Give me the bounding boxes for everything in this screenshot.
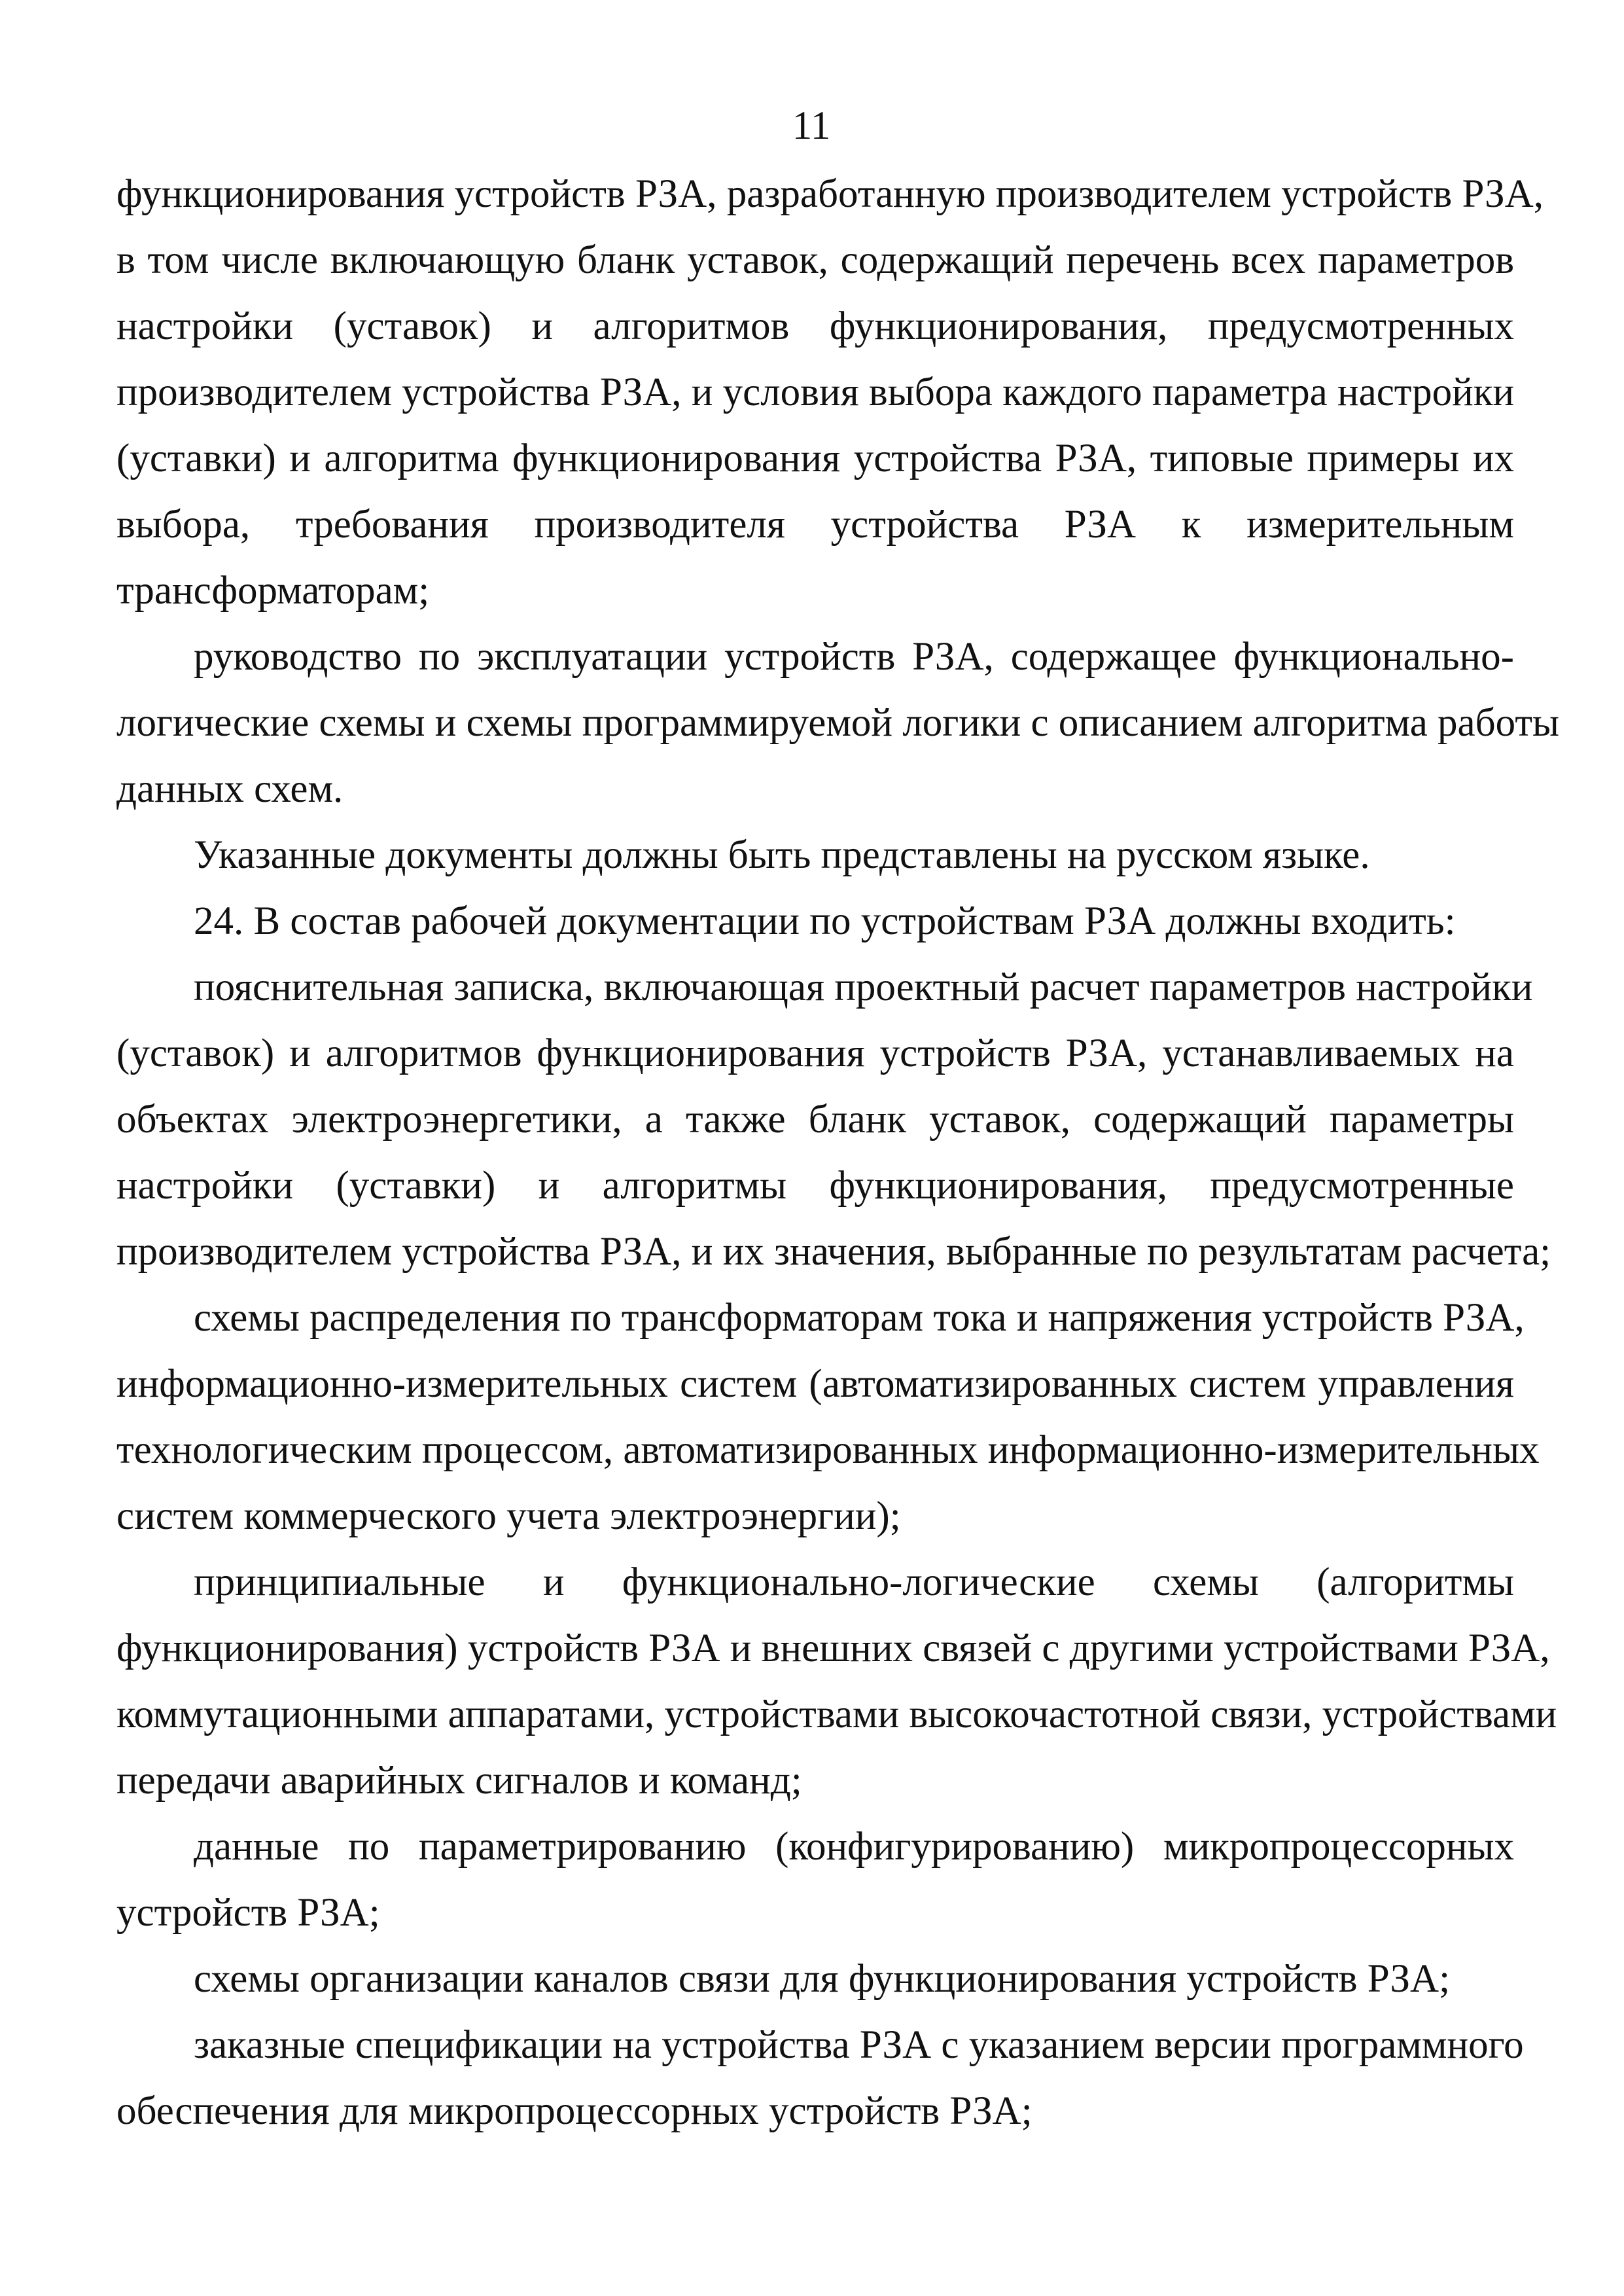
text-line: принципиальные и функционально-логические схемы (алгоритмы [194,1560,1514,1604]
text-line: трансформаторам; [116,569,430,613]
text-line: функционирования) устройств РЗА и внешних связей с другими устройствами РЗА, [116,1626,1550,1670]
text-line: данных схем. [116,767,344,811]
paragraph [116,1285,1540,1549]
text-line: (уставки) и алгоритма функционирования устройства РЗА, типовые примеры их [116,437,1514,480]
text-line: данные по параметрированию (конфигурированию) микропроцессорных [194,1825,1514,1869]
text-line: (уставок) и алгоритмов функционирования устройств РЗА, устанавливаемых на [116,1031,1514,1075]
text-line: производителем устройства РЗА, и их значения, выбранные по результатам расчета; [116,1230,1551,1274]
text-line: устройств РЗА; [116,1891,380,1935]
text-line: производителем устройства РЗА, и условия выбора каждого параметра настройки [116,370,1515,414]
text-line: функционирования устройств РЗА, разработанную производителем устройств РЗА, [116,172,1544,216]
text-line: заказные спецификации на устройства РЗА с указанием версии программного [194,2023,1524,2067]
document-body [116,161,1559,2144]
text-line: руководство по эксплуатации устройств РЗА, содержащее функционально- [194,635,1514,679]
paragraph [116,1814,1514,1946]
text-line: логические схемы и схемы программируемой логики с описанием алгоритма работы [116,701,1559,745]
text-line: пояснительная записка, включающая проектный расчет параметров настройки [194,965,1533,1009]
paragraph [116,822,1514,888]
paragraph [116,624,1559,822]
paragraph [116,161,1544,624]
text-line: в том числе включающую бланк уставок, содержащий перечень всех параметров [116,238,1514,282]
text-line: 24. В состав рабочей документации по устройствам РЗА должны входить: [194,899,1456,943]
paragraph [116,954,1551,1285]
text-line: объектах электроэнергетики, а также бланк уставок, содержащий параметры [116,1098,1514,1141]
text-line: схемы распределения по трансформаторам тока и напряжения устройств РЗА, [194,1296,1525,1340]
paragraph [116,2012,1524,2144]
text-line: обеспечения для микропроцессорных устройств РЗА; [116,2089,1033,2133]
text-line: коммутационными аппаратами, устройствами высокочастотной связи, устройствами [116,1693,1557,1736]
text-line: информационно-измерительных систем (автоматизированных систем управления [116,1362,1514,1406]
text-line: передачи аварийных сигналов и команд; [116,1759,802,1803]
paragraph [116,1549,1557,1814]
paragraph [116,1946,1514,2012]
text-line: технологическим процессом, автоматизированных информационно-измерительных [116,1428,1540,1472]
text-line: Указанные документы должны быть представлены на русском языке. [194,833,1370,877]
text-line: настройки (уставки) и алгоритмы функционирования, предусмотренные [116,1164,1514,1208]
text-line: схемы организации каналов связи для функционирования устройств РЗА; [194,1957,1451,2001]
page-number: 11 [792,104,831,148]
text-line: систем коммерческого учета электроэнергии); [116,1494,901,1538]
text-line: настройки (уставок) и алгоритмов функционирования, предусмотренных [116,304,1514,348]
paragraph [116,888,1514,954]
text-line: выбора, требования производителя устройства РЗА к измерительным [116,503,1514,547]
